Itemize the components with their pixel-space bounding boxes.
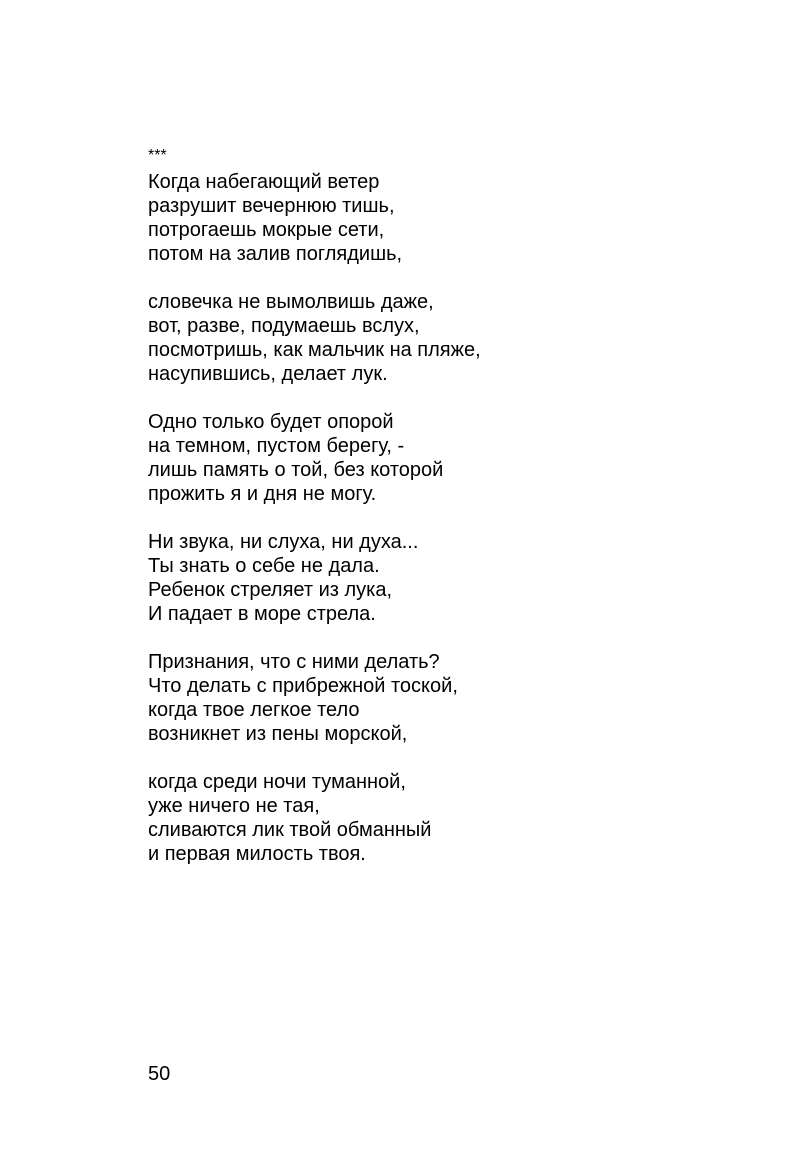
poem-line: посмотришь, как мальчик на пляже, (148, 339, 481, 361)
poem-line: на темном, пустом берегу, - (148, 435, 405, 457)
poem-line: словечка не вымолвишь даже, (148, 291, 434, 313)
stanza-4 (148, 530, 748, 626)
poem-line: Одно только будет опорой (148, 411, 394, 433)
poem-line: Признания, что с ними делать? (148, 651, 440, 673)
poem-line: потом на залив поглядишь, (148, 243, 403, 265)
poem-line: насупившись, делает лук. (148, 363, 388, 385)
poem-line: когда среди ночи туманной, (148, 771, 406, 793)
poem-line: И падает в море стрела. (148, 603, 376, 625)
stanza-1 (148, 170, 748, 266)
poem-line: вот, разве, подумаешь вслух, (148, 315, 420, 337)
poem-line: возникнет из пены морской, (148, 723, 408, 745)
poem-line: Ты знать о себе не дала. (148, 555, 380, 577)
poem-line: сливаются лик твой обманный (148, 819, 432, 841)
poem-line: Когда набегающий ветер (148, 171, 380, 193)
poem-separator: *** (148, 147, 167, 164)
poem-line: Что делать с прибрежной тоской, (148, 675, 458, 697)
stanza-3 (148, 410, 748, 506)
poem-line: разрушит вечернюю тишь, (148, 195, 395, 217)
stanza-5 (148, 650, 748, 746)
poem-line: когда твое легкое тело (148, 699, 360, 721)
poem-line: Ни звука, ни слуха, ни духа... (148, 531, 419, 553)
poem (148, 146, 748, 890)
poem-line: прожить я и дня не могу. (148, 483, 377, 505)
poem-line: Ребенок стреляет из лука, (148, 579, 393, 601)
stanza-6 (148, 770, 748, 866)
poem-line: лишь память о той, без которой (148, 459, 444, 481)
page-number: 50 (148, 1063, 171, 1085)
poem-line: потрогаешь мокрые сети, (148, 219, 385, 241)
stanza-2 (148, 290, 748, 386)
poem-line: и первая милость твоя. (148, 843, 366, 865)
poem-line: уже ничего не тая, (148, 795, 320, 817)
